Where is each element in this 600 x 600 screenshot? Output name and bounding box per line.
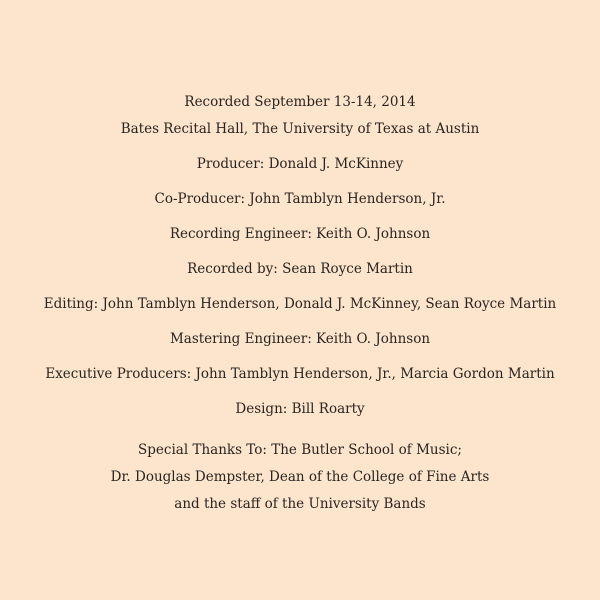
executive-producers-credit: Executive Producers: John Tamblyn Henderson, Jr., Marcia Gordon Martin [45,366,555,382]
design-credit: Design: Bill Roarty [235,401,365,417]
special-thanks-line-1: Special Thanks To: The Butler School of Music; [138,442,462,458]
recording-date: Recorded September 13-14, 2014 [184,94,416,110]
producer-credit: Producer: Donald J. McKinney [196,156,404,172]
mastering-engineer-credit: Mastering Engineer: Keith O. Johnson [169,331,431,347]
special-thanks-line-2: Dr. Douglas Dempster, Dean of the College of Fine Arts [110,469,490,485]
recording-venue: Bates Recital Hall, The University of Texas at Austin [120,121,480,137]
editing-credit: Editing: John Tamblyn Henderson, Donald J. McKinney, Sean Royce Martin [43,296,557,312]
recording-engineer-credit: Recording Engineer: Keith O. Johnson [169,226,431,242]
recorded-by-credit: Recorded by: Sean Royce Martin [187,261,413,277]
co-producer-credit: Co-Producer: John Tamblyn Henderson, Jr. [154,191,446,207]
special-thanks-line-3: and the staff of the University Bands [174,496,426,512]
